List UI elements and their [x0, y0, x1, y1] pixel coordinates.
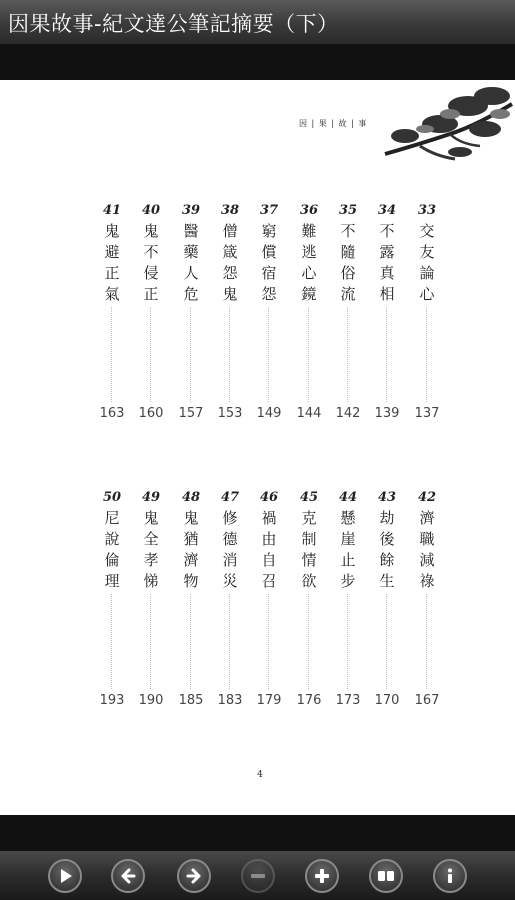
next-page-button[interactable] — [177, 859, 211, 893]
chapter-number: 40 — [141, 203, 161, 218]
page-ref: 163 — [99, 406, 125, 421]
arrow-right-icon — [184, 866, 204, 886]
bottom-toolbar — [0, 851, 515, 900]
dotted-leader — [426, 307, 427, 402]
page-ref: 179 — [256, 693, 282, 708]
dotted-leader — [111, 307, 112, 402]
chapter-title: 劫後餘生 — [379, 509, 395, 590]
chapter-number: 42 — [417, 490, 437, 505]
action-bar — [0, 44, 515, 80]
toc-entry[interactable] — [175, 490, 207, 720]
dotted-leader — [386, 307, 387, 402]
title-bar — [0, 0, 515, 44]
page-ref: 173 — [335, 693, 361, 708]
chapter-number: 35 — [338, 203, 358, 218]
chapter-title: 鬼全孝悌 — [143, 509, 159, 590]
chapter-number: 39 — [181, 203, 201, 218]
chapter-number: 34 — [377, 203, 397, 218]
chapter-title: 難逃心鏡 — [301, 222, 317, 303]
zoom-in-button[interactable] — [305, 859, 339, 893]
dotted-leader — [308, 594, 309, 689]
page-ref: 185 — [178, 693, 204, 708]
page-mode-button[interactable] — [369, 859, 403, 893]
app-title: 因果故事-紀文達公筆記摘要（下） — [8, 12, 339, 36]
play-button[interactable] — [48, 859, 82, 893]
chapter-number: 45 — [299, 490, 319, 505]
toc-entry[interactable] — [135, 203, 167, 433]
page-ref: 157 — [178, 406, 204, 421]
chapter-title: 鬼避正氣 — [104, 222, 120, 303]
dotted-leader — [229, 307, 230, 402]
bottom-spacer — [0, 815, 515, 851]
toc-entry[interactable] — [214, 490, 246, 720]
chapter-number: 41 — [102, 203, 122, 218]
chapter-title: 尼說倫理 — [104, 509, 120, 590]
chapter-title: 濟職減祿 — [419, 509, 435, 590]
chapter-title: 窮償宿怨 — [261, 222, 277, 303]
chapter-number: 47 — [220, 490, 240, 505]
chapter-number: 33 — [417, 203, 437, 218]
arrow-left-icon — [118, 866, 138, 886]
chapter-number: 49 — [141, 490, 161, 505]
minus-icon — [248, 866, 268, 886]
dotted-leader — [347, 594, 348, 689]
dotted-leader — [268, 307, 269, 402]
chapter-title: 懸崖止步 — [340, 509, 356, 590]
dotted-leader — [347, 307, 348, 402]
page-header: 因 | 果 | 故 | 事 — [299, 119, 368, 128]
chapter-number: 36 — [299, 203, 319, 218]
chapter-number: 46 — [259, 490, 279, 505]
two-pages-icon — [376, 866, 396, 886]
toc-entry[interactable] — [332, 203, 364, 433]
page-ref: 153 — [217, 406, 243, 421]
play-icon — [55, 866, 75, 886]
chapter-number: 37 — [259, 203, 279, 218]
zoom-out-button[interactable] — [241, 859, 275, 893]
toc-entry[interactable] — [135, 490, 167, 720]
dotted-leader — [426, 594, 427, 689]
chapter-number: 44 — [338, 490, 358, 505]
dotted-leader — [386, 594, 387, 689]
page-ref: 137 — [414, 406, 440, 421]
toc-entry[interactable] — [96, 203, 128, 433]
chapter-title: 鬼猶濟物 — [183, 509, 199, 590]
toc-entry[interactable] — [96, 490, 128, 720]
toc-entry[interactable] — [253, 490, 285, 720]
toc-entry[interactable] — [411, 490, 443, 720]
toc-entry[interactable] — [332, 490, 364, 720]
page-ref: 160 — [138, 406, 164, 421]
chapter-number: 50 — [102, 490, 122, 505]
toc-entry[interactable] — [253, 203, 285, 433]
toc-entry[interactable] — [371, 490, 403, 720]
chapter-title: 鬼不侵正 — [143, 222, 159, 303]
chapter-title: 不露真相 — [379, 222, 395, 303]
info-icon — [440, 866, 460, 886]
chapter-title: 修德消災 — [222, 509, 238, 590]
info-button[interactable] — [433, 859, 467, 893]
page-number: 4 — [257, 770, 263, 780]
toc-entry[interactable] — [175, 203, 207, 433]
toc-entry[interactable] — [371, 203, 403, 433]
toc-entry[interactable] — [293, 490, 325, 720]
chapter-number: 48 — [181, 490, 201, 505]
dotted-leader — [150, 307, 151, 402]
page-ref: 193 — [99, 693, 125, 708]
pine-branch-illustration — [380, 84, 515, 164]
dotted-leader — [150, 594, 151, 689]
plus-icon — [312, 866, 332, 886]
page-ref: 139 — [374, 406, 400, 421]
page-ref: 170 — [374, 693, 400, 708]
dotted-leader — [268, 594, 269, 689]
dotted-leader — [111, 594, 112, 689]
page-ref: 176 — [296, 693, 322, 708]
dotted-leader — [190, 594, 191, 689]
chapter-title: 禍由自召 — [261, 509, 277, 590]
page-ref: 149 — [256, 406, 282, 421]
page-ref: 142 — [335, 406, 361, 421]
chapter-title: 不隨俗流 — [340, 222, 356, 303]
page-ref: 167 — [414, 693, 440, 708]
chapter-title: 醫藥人危 — [183, 222, 199, 303]
page-ref: 183 — [217, 693, 243, 708]
previous-page-button[interactable] — [111, 859, 145, 893]
chapter-number: 43 — [377, 490, 397, 505]
chapter-title: 克制情欲 — [301, 509, 317, 590]
page-ref: 144 — [296, 406, 322, 421]
dotted-leader — [229, 594, 230, 689]
chapter-title: 僧箴怨鬼 — [222, 222, 238, 303]
dotted-leader — [190, 307, 191, 402]
dotted-leader — [308, 307, 309, 402]
chapter-title: 交友論心 — [419, 222, 435, 303]
toc-entry[interactable] — [214, 203, 246, 433]
chapter-number: 38 — [220, 203, 240, 218]
toc-entry[interactable] — [411, 203, 443, 433]
toc-entry[interactable] — [293, 203, 325, 433]
page-ref: 190 — [138, 693, 164, 708]
